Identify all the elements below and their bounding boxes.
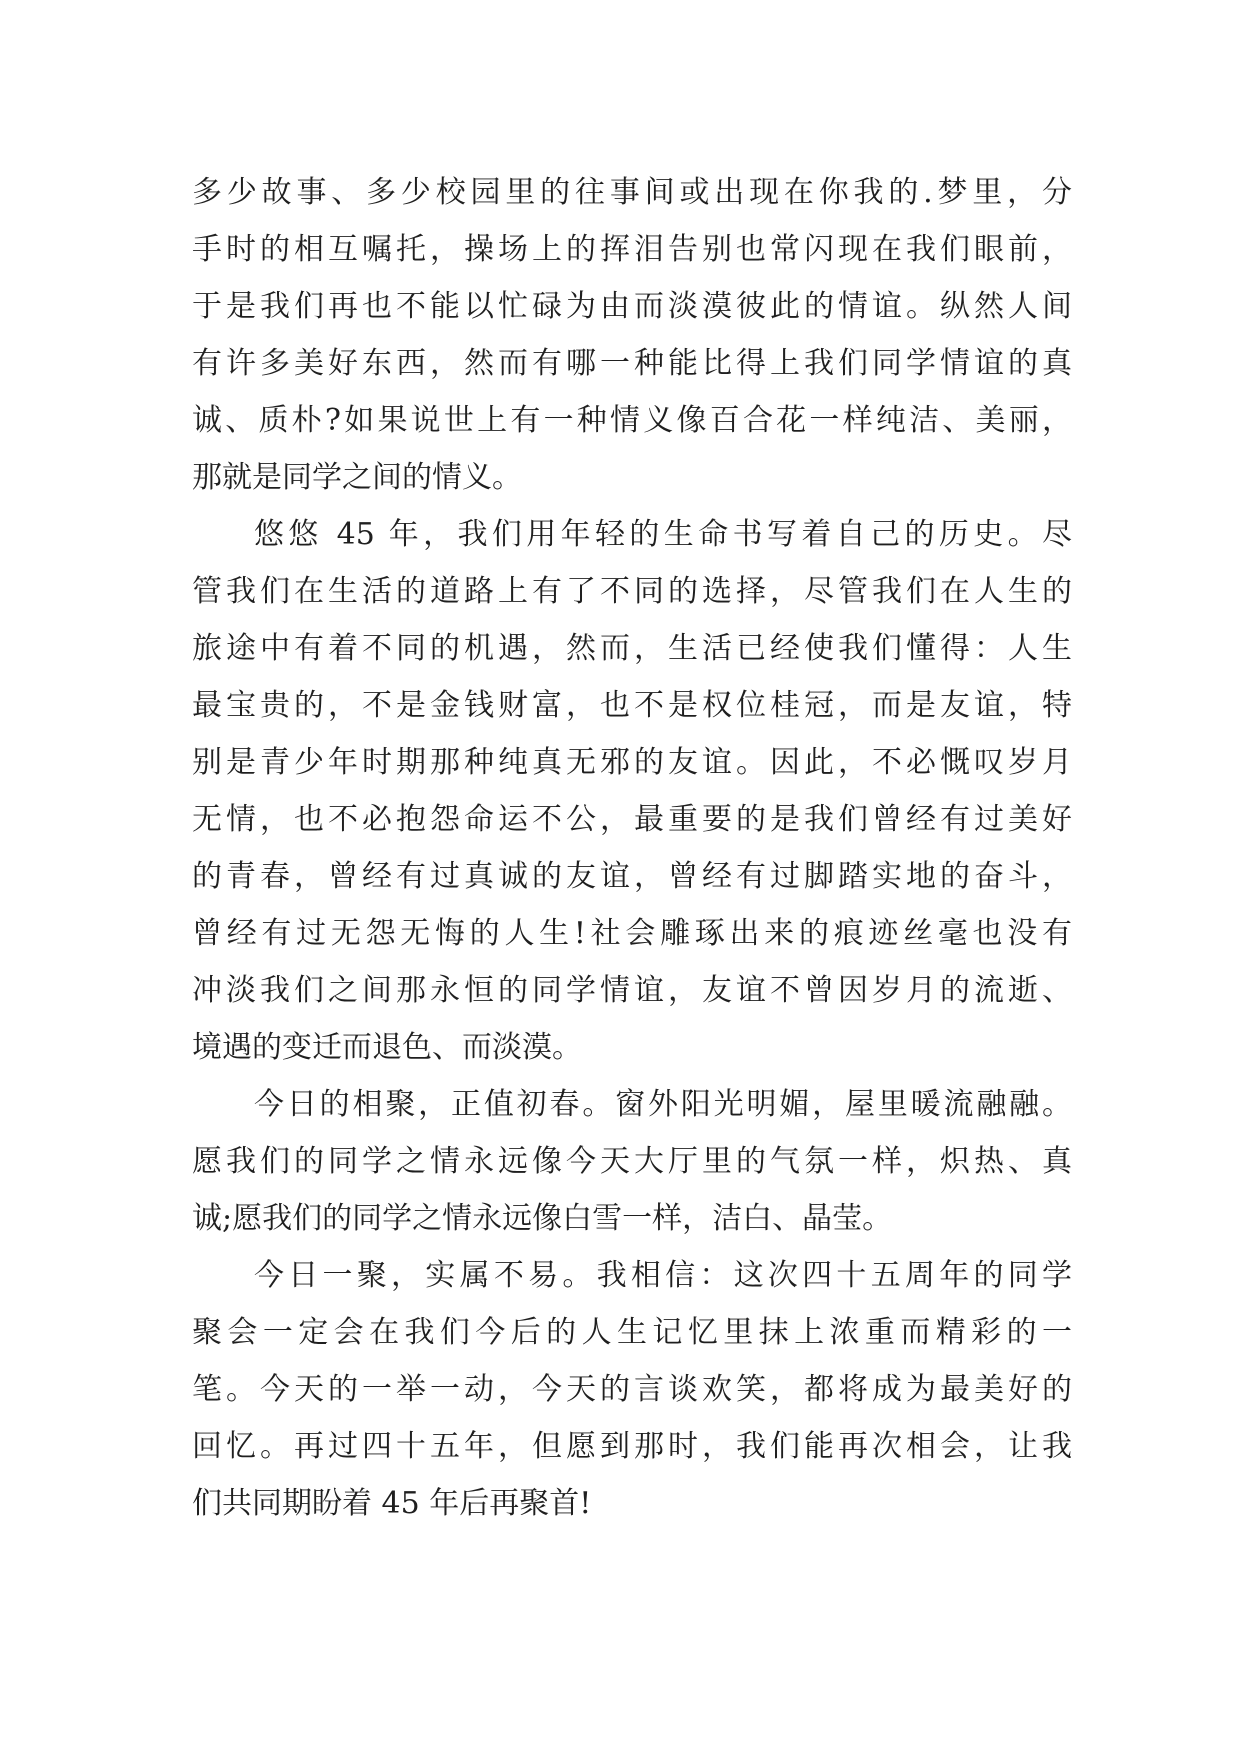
text-line: 于是我们再也不能以忙碌为由而淡漠彼此的情谊。纵然人间 (192, 289, 1072, 324)
text-line: 冲淡我们之间那永恒的同学情谊，友谊不曾因岁月的流逝、 (192, 973, 1072, 1008)
text-line: 旅途中有着不同的机遇，然而，生活已经使我们懂得：人生 (192, 631, 1072, 666)
text-line: 回忆。再过四十五年，但愿到那时，我们能再次相会，让我 (192, 1429, 1072, 1464)
text-line: 别是青少年时期那种纯真无邪的友谊。因此，不必慨叹岁月 (192, 745, 1072, 780)
text-line: 最宝贵的，不是金钱财富，也不是权位桂冠，而是友谊，特 (192, 688, 1072, 723)
text-line: 管我们在生活的道路上有了不同的选择，尽管我们在人生的 (192, 574, 1072, 609)
text-line: 那就是同学之间的情义。 (192, 460, 522, 495)
text-line: 愿我们的同学之情永远像今天大厅里的气氛一样，炽热、真 (192, 1144, 1072, 1179)
text-line: 有许多美好东西，然而有哪一种能比得上我们同学情谊的真 (192, 346, 1072, 381)
text-line: 们共同期盼着 45 年后再聚首! (192, 1486, 592, 1521)
document-body (192, 164, 1072, 1532)
text-line: 今日一聚，实属不易。我相信：这次四十五周年的同学 (254, 1258, 1072, 1293)
text-line: 手时的相互嘱托，操场上的挥泪告别也常闪现在我们眼前， (192, 232, 1072, 267)
text-line: 笔。今天的一举一动，今天的言谈欢笑，都将成为最美好的 (192, 1372, 1072, 1407)
text-line: 诚;愿我们的同学之情永远像白雪一样，洁白、晶莹。 (192, 1201, 893, 1236)
text-line: 境遇的变迁而退色、而淡漠。 (192, 1030, 582, 1065)
text-line: 多少故事、多少校园里的往事间或出现在你我的.梦里，分 (192, 175, 1072, 210)
text-line: 悠悠 45 年，我们用年轻的生命书写着自己的历史。尽 (254, 517, 1072, 552)
text-line: 诚、质朴?如果说世上有一种情义像百合花一样纯洁、美丽， (192, 403, 1072, 438)
text-line: 无情，也不必抱怨命运不公，最重要的是我们曾经有过美好 (192, 802, 1072, 837)
text-line: 今日的相聚，正值初春。窗外阳光明媚，屋里暖流融融。 (254, 1087, 1072, 1122)
text-line: 的青春，曾经有过真诚的友谊，曾经有过脚踏实地的奋斗， (192, 859, 1072, 894)
text-line: 聚会一定会在我们今后的人生记忆里抹上浓重而精彩的一 (192, 1315, 1072, 1350)
text-line: 曾经有过无怨无悔的人生!社会雕琢出来的痕迹丝毫也没有 (192, 916, 1072, 951)
